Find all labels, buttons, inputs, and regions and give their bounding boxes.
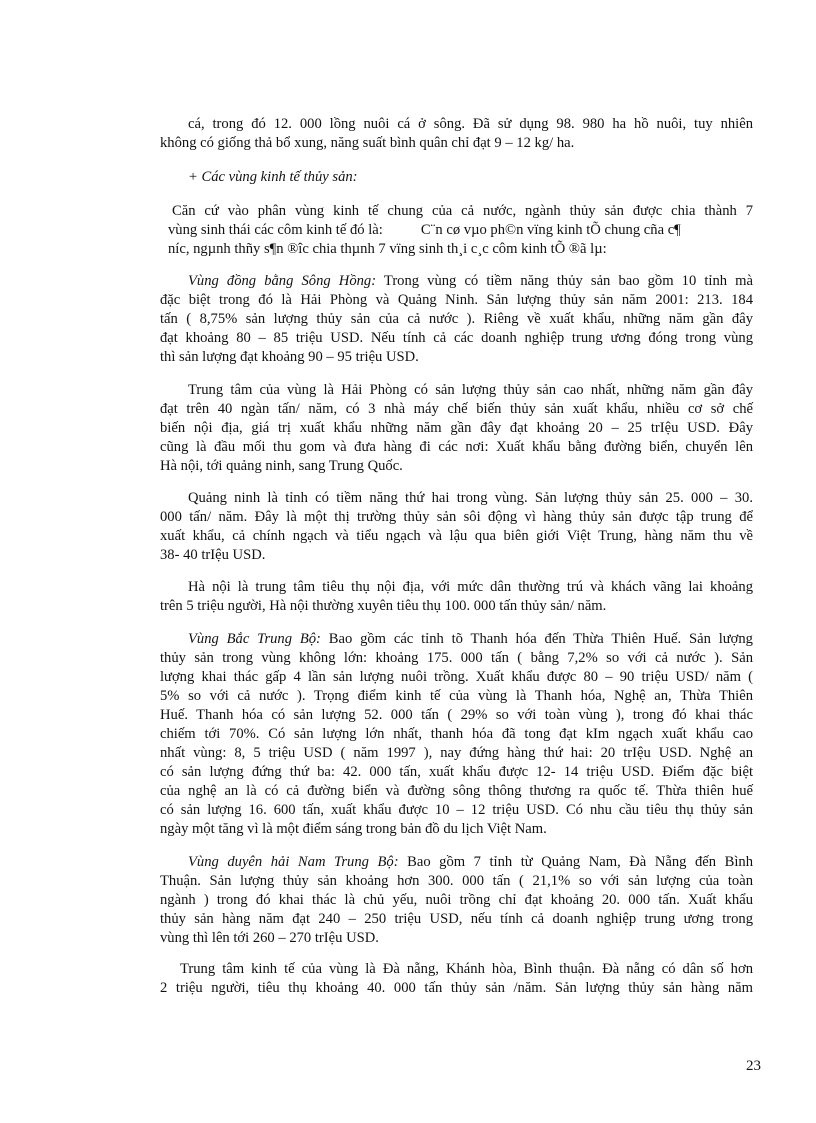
text-line: của nghệ an là có cả đường biển và đường sông thông thương ra quốc tế. Thừa thiên huế: [160, 783, 753, 799]
region-title: Vùng đồng bằng Sông Hồng:: [188, 273, 377, 289]
text-line: 5% so với cả nước ). Trọng điểm kinh tế của vùng là Thanh hóa, Nghệ an, Thừa Thiên: [160, 688, 753, 704]
paragraph-da-nang: [160, 960, 753, 998]
region-title: Vùng duyên hải Nam Trung Bộ:: [188, 854, 399, 870]
text-line: cá, trong đó 12. 000 lồng nuôi cá ở sông. Đã sử dụng 98. 980 ha hồ nuôi, tuy nhiên: [188, 116, 753, 132]
text-line: trên 5 triệu người, Hà nội thường xuyên tiêu thụ 100. 000 tấn thủy sản/ năm.: [160, 598, 607, 614]
text-line: nhất vùng: 8, 5 triệu USD ( năm 1997 ), nay đứng hàng thứ hai: 20 trIệu USD. Nghệ an: [160, 745, 753, 761]
text-line: chiếm tới 70%. Có sản lượng lớn nhất, thanh hóa đã tong đạt kIm ngạch xuất khẩu cao: [160, 726, 753, 742]
text-line: có sản lượng 16. 600 tấn, xuất khẩu được 10 – 12 triệu USD. Có nhu cầu tiêu thụ thủy sản: [160, 802, 753, 818]
text-line: Hà nội, tới quảng ninh, sang Trung Quốc.: [160, 458, 403, 474]
text-line: cũng là đầu mối thu gom và đưa hàng đi các nơi: Xuất khẩu bằng đường biển, chuyển lên: [160, 439, 753, 455]
text-line: Thuận. Sản lượng thủy sản khoảng hơn 300. 000 tấn ( 21,1% so với sản lượng của toàn: [160, 873, 753, 889]
text-line: thì sản lượng đạt khoảng 90 – 95 triệu USD.: [160, 349, 419, 365]
text-line: tấn ( 8,75% sản lượng thủy sản của cả nước ). Riêng về xuất khẩu, những năm gần đây: [160, 311, 753, 327]
paragraph-intro: [168, 202, 753, 259]
text-line: thủy sản hàng năm đạt 240 – 250 triệu USD, nếu tính cả doanh nghiệp trung ương trong: [160, 911, 753, 927]
text-line: níc, ngµnh thñy s¶n ®îc chia thµnh 7 vïng sinh th¸i c¸c côm kinh tÕ ®ã lµ:: [168, 241, 607, 257]
paragraph-quang-ninh: [160, 489, 753, 565]
text-line: Hà nội là trung tâm tiêu thụ nội địa, với mức dân thường trú và khách vãng lai khoảng: [188, 579, 753, 595]
text-line: Trung tâm kinh tế của vùng là Đà nẵng, Khánh hòa, Bình thuận. Đà nẵng có dân số hơn: [180, 961, 753, 977]
text-line: Vùng Bắc Trung Bộ: Bao gồm các tỉnh tõ Thanh hóa đến Thừa Thiên Huế. Sản lượng: [188, 631, 753, 647]
text-line: Căn cứ vào phân vùng kinh tế chung của cả nước, ngành thủy sản được chia thành 7: [172, 203, 753, 219]
page-number: 23: [746, 1058, 761, 1074]
text-line: có sản lượng đứng thứ ba: 42. 000 tấn, xuất khẩu được 12- 14 triệu USD. Điểm đặc biệt: [160, 764, 753, 780]
text-line: thủy sản trong vùng không lớn: khoảng 175. 000 tấn ( bằng 7,2% so với cả nước ). Sản: [160, 650, 753, 666]
text-line: xuất khẩu, cả chính ngạch và tiểu ngạch và lậu qua biên giới Việt Trung, hàng năm thu về: [160, 528, 753, 544]
text-line: ngày một tăng vì là một điểm sáng trong bản đồ du lịch Việt Nam.: [160, 821, 547, 837]
text-line: Huế. Thanh hóa có sản lượng 52. 000 tấn ( 29% so với toàn vùng ), trong đó khai thác: [160, 707, 753, 723]
paragraph-freshwater: [160, 115, 753, 153]
text-line: Vùng duyên hải Nam Trung Bộ: Bao gồm 7 tỉnh từ Quảng Nam, Đà Nẵng đến Bình: [188, 854, 753, 870]
text-line: đạt khoảng 80 – 85 triệu USD. Nếu tính cả các doanh nghiệp trung ương đóng trong vùng: [160, 330, 753, 346]
text-line: biến nội địa, giá trị xuất khẩu những năm gần đây đạt khoảng 20 – 25 trIệu USD. Đây: [160, 420, 753, 436]
paragraph-south-central-coast: [160, 853, 753, 948]
paragraph-hai-phong: [160, 381, 753, 476]
text-line: đạt trên 40 ngàn tấn/ năm, có 3 nhà máy chế biến thủy sản xuất khẩu, nhiều cơ sở chế: [160, 401, 753, 417]
text-line: đặc biệt trong đó là Hải Phòng và Quảng Ninh. Sản lượng thủy sản năm 2001: 213. 184: [160, 292, 753, 308]
region-title: Vùng Bắc Trung Bộ:: [188, 631, 321, 647]
section-heading: + Các vùng kinh tế thủy sản:: [188, 169, 358, 185]
text-line: vùng thì lên tới 260 – 270 trIệu USD.: [160, 930, 379, 946]
paragraph-red-river-delta: [160, 272, 753, 367]
text-line: Vùng đồng bằng Sông Hồng: Trong vùng có tiềm năng thủy sản bao gồm 10 tỉnh mà: [188, 273, 753, 289]
paragraph-ha-noi: [160, 578, 753, 616]
text-line: vùng sinh thái các côm kinh tế đó là: C¨n cø vµo ph©n vïng kinh tÕ chung cña c¶: [168, 222, 681, 238]
text-line: lượng khai thác gấp 4 lần sản lượng nuôi trồng. Xuất khẩu được 80 – 90 triệu USD/ năm (: [160, 669, 753, 685]
text-line: Trung tâm của vùng là Hải Phòng có sản lượng thủy sản cao nhất, những năm gần đây: [188, 382, 753, 398]
text-line: ngành ) trong đó khai thác là chủ yếu, nuôi trồng chỉ đạt khoảng 20. 000 tấn. Xuất khẩu: [160, 892, 753, 908]
text-line: 38- 40 trIệu USD.: [160, 547, 266, 563]
text-line: 2 triệu người, tiêu thụ khoảng 40. 000 tấn thủy sản /năm. Sản lượng thủy sản hàng năm: [160, 980, 753, 996]
text-line: không có giống thả bổ xung, năng suất bình quân chỉ đạt 9 – 12 kg/ ha.: [160, 135, 575, 151]
paragraph-north-central: [160, 630, 753, 839]
text-line: Quảng ninh là tỉnh có tiềm năng thứ hai trong vùng. Sản lượng thủy sản 25. 000 – 30.: [188, 490, 753, 506]
text-line: 000 tấn/ năm. Đây là một thị trường thủy sản sôi động vì hàng thủy sản được tập trung để: [160, 509, 753, 525]
